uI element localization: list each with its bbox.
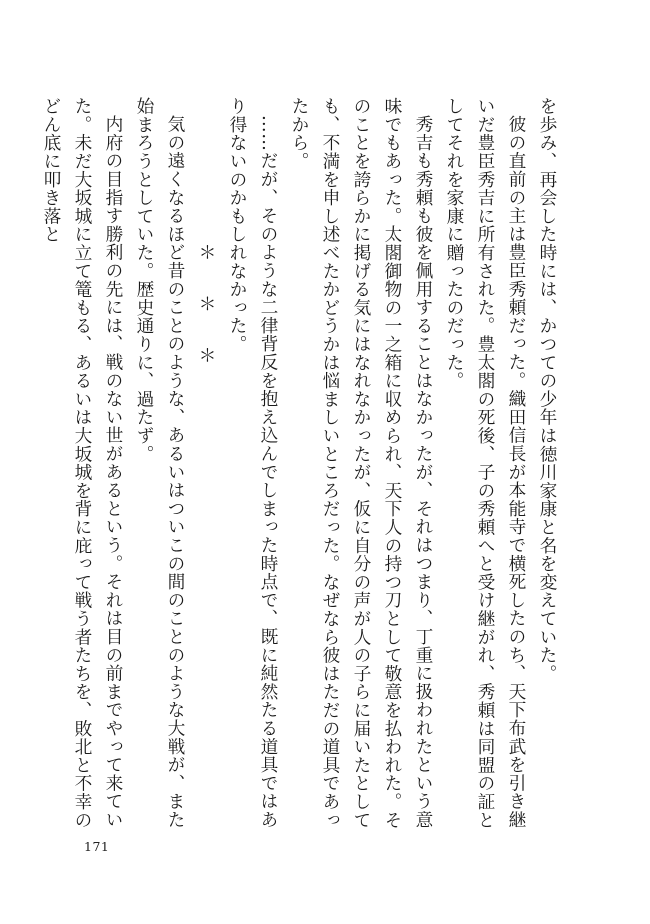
paragraph-naifu-victory: 内府の目指す勝利の先には、戦のない世があるという。それは目の前までやって来ていた。未だ大坂城に立て篭もる、あるいは大坂城を背に庇って戦う者たちを、敗北と不幸のどん底に叩き落と <box>41 97 123 829</box>
paragraph-antinomy: ……だが、そのような二律背反を抱え込んでしまった時点で、既に純然たる道具ではあり得ないのかもしれなかった。 <box>227 97 278 829</box>
vertical-text-body <box>41 97 562 835</box>
paragraph-great-war: 気の遠くなるほど昔のことのような、あるいはついこの間のことのような大戦が、また始まろうとしていた。歴史通りに、過たず。 <box>134 97 185 829</box>
section-separator: ＊ ＊ ＊ <box>196 243 216 372</box>
paragraph-hideyoshi-hideyori: 秀吉も秀頼も彼を佩用することはなかったが、それはつまり、丁重に扱われたという意味でもあった。太閤御物の一之箱に収められ、天下人の持つ刀として敬意を払われた。そのことを誇らかに掲げる気にはなれなかったが、仮に自分の声が人の子らに届いたとしても、不満を申し述べたかどうかは悩ましいところだった。なぜなら彼はただの道具であったから。 <box>289 97 433 829</box>
paragraph-continuation: を歩み、再会した時には、かつての少年は徳川家康と名を変えていた。 <box>537 97 557 683</box>
page-number: 171 <box>84 839 110 854</box>
paragraph-toyotomi: 彼の直前の主は豊臣秀頼だった。織田信長が本能寺で横死したのち、天下布武を引き継いだ豊臣秀吉に所有された。豊太閤の死後、子の秀頼へと受け継がれ、秀頼は同盟の証としてそれを家康に贈ったのだった。 <box>444 97 526 829</box>
